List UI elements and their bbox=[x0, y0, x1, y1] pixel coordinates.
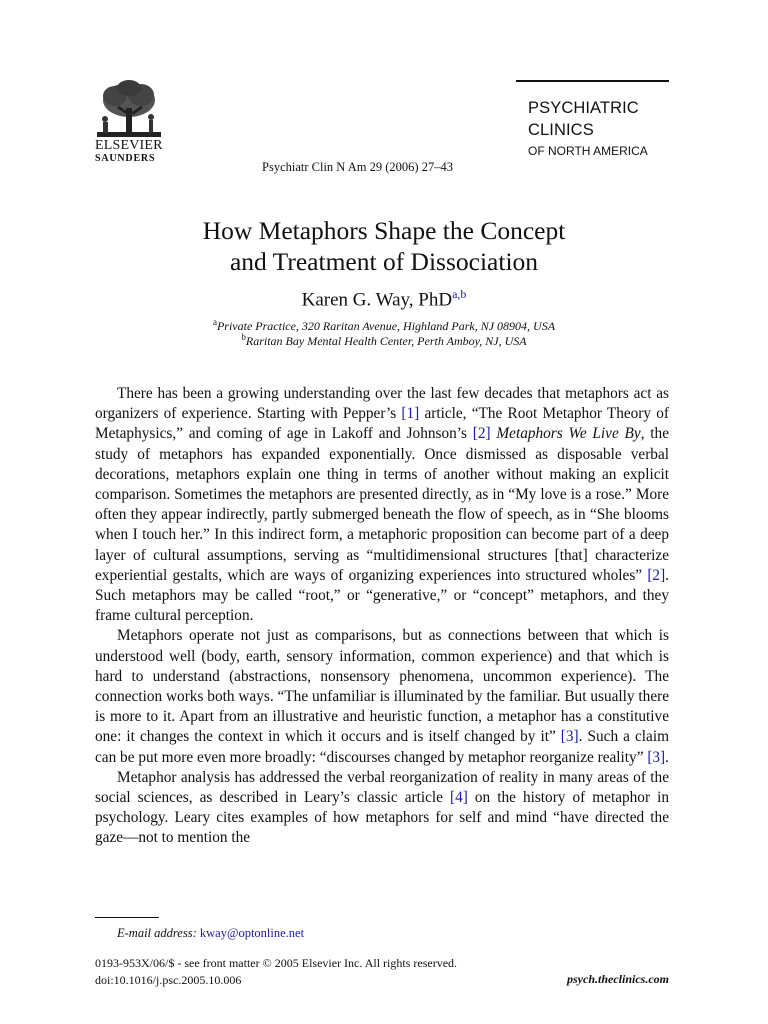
paragraph-3 bbox=[95, 768, 669, 849]
footnote-rule bbox=[95, 917, 159, 918]
article-body bbox=[95, 384, 669, 849]
text-run: on the history of metaphor in psychology. Leary cites examples of how metaphors for self and mind “have directed the gaze—not to mention the bbox=[95, 789, 669, 847]
reference-link[interactable]: [2] bbox=[472, 425, 491, 443]
email-link[interactable]: kway@optonline.net bbox=[199, 926, 305, 940]
journal-website[interactable]: psych.theclinics.com bbox=[567, 972, 669, 986]
book-title: Metaphors We Live By bbox=[496, 425, 641, 443]
text-run: . Such a claim can be put more even more broadly: “discourses changed by metaphor reorganize reality” bbox=[95, 728, 669, 766]
journal-masthead bbox=[528, 97, 648, 161]
reference-link[interactable]: [3] bbox=[647, 748, 666, 766]
affiliation-b bbox=[0, 332, 768, 349]
title-line-2: and Treatment of Dissociation bbox=[229, 247, 539, 276]
elsevier-tree-logo bbox=[95, 78, 163, 140]
affil-mark: b bbox=[241, 332, 246, 342]
text-run: Metaphor analysis has addressed the verbal reorganization of reality in many areas of the social sciences, as described in Leary’s classic article bbox=[95, 768, 669, 807]
text-run: article, “The Root Metaphor Theory of Metaphysics,” and coming of age in Lakoff and Johnson’s bbox=[95, 405, 669, 443]
affil-mark: a bbox=[212, 317, 217, 327]
reference-link[interactable]: [4] bbox=[449, 789, 468, 807]
paragraph-1 bbox=[95, 384, 669, 626]
journal-line-2: CLINICS bbox=[528, 121, 594, 139]
journal-line-3: OF NORTH AMERICA bbox=[528, 144, 648, 158]
text-run: There has been a growing understanding over the last few decades that metaphors act as organizers of experience. Starting with Pepper’s bbox=[95, 385, 669, 423]
text-run: , the study of metaphors has expanded exponentially. Once dismissed as disposable verbal decorations, metaphors explain one thing in terms of another without making an explicit comparison. Sometimes the metaphors are presented directly, as in “My love is a rose.” More often they appear indirectly, partly submerged beneath the flow of speech, as in “She blooms when I touch her.” In this indirect form, a metaphoric proposition can become part of a deep layer of cultural assumptions, serving as “multidimensional structures [that] characterize experiential gestalts, which are ways of organizing experiences into structured wholes” bbox=[95, 425, 669, 584]
publisher-imprint: SAUNDERS bbox=[95, 153, 156, 164]
paragraph-2 bbox=[95, 626, 669, 767]
author-affil-marks[interactable]: a,b bbox=[452, 287, 467, 301]
affil-text: Private Practice, 320 Raritan Avenue, Highland Park, NJ 08904, USA bbox=[216, 319, 556, 333]
reference-link[interactable]: [2] bbox=[647, 566, 666, 584]
journal-line-1: PSYCHIATRIC bbox=[528, 99, 639, 117]
title-line-1: How Metaphors Shape the Concept bbox=[202, 216, 566, 245]
copyright-line: 0193-953X/06/$ - see front matter © 2005 Elsevier Inc. All rights reserved. bbox=[95, 956, 458, 970]
reference-link[interactable]: [3] bbox=[560, 728, 579, 746]
text-run: . Such metaphors may be called “root,” or “generative,” or “concept” metaphors, and they frame cultural perception. bbox=[95, 566, 669, 625]
text-run: Metaphors operate not just as comparisons, but as connections between that which is understood well (body, earth, sensory information, common experience) and that which is hard to understand (abstractions, nonsensory phenomena, uncommon experience). The connection works both ways. “The unfamiliar is illuminated by the familiar. But usually there is more to it. Apart from an illustrative and heuristic function, a metaphor has a constitutive one: it changes the context in which it occurs and is itself changed by it” bbox=[95, 627, 669, 746]
author-line bbox=[0, 287, 768, 311]
publisher-name: ELSEVIER bbox=[95, 138, 163, 153]
author-name: Karen G. Way, PhD bbox=[301, 289, 453, 311]
reference-link[interactable]: [1] bbox=[401, 405, 420, 423]
article-title bbox=[0, 215, 768, 277]
footnote-email bbox=[117, 926, 304, 941]
doi-line: doi:10.1016/j.psc.2005.10.006 bbox=[95, 973, 242, 987]
email-label: E-mail address: bbox=[117, 926, 197, 940]
affil-text: Raritan Bay Mental Health Center, Perth Amboy, NJ, USA bbox=[245, 334, 527, 348]
journal-rule bbox=[516, 80, 669, 82]
journal-citation: Psychiatr Clin N Am 29 (2006) 27–43 bbox=[262, 160, 453, 174]
text-run: . bbox=[665, 748, 669, 766]
copyright-block bbox=[95, 955, 457, 989]
